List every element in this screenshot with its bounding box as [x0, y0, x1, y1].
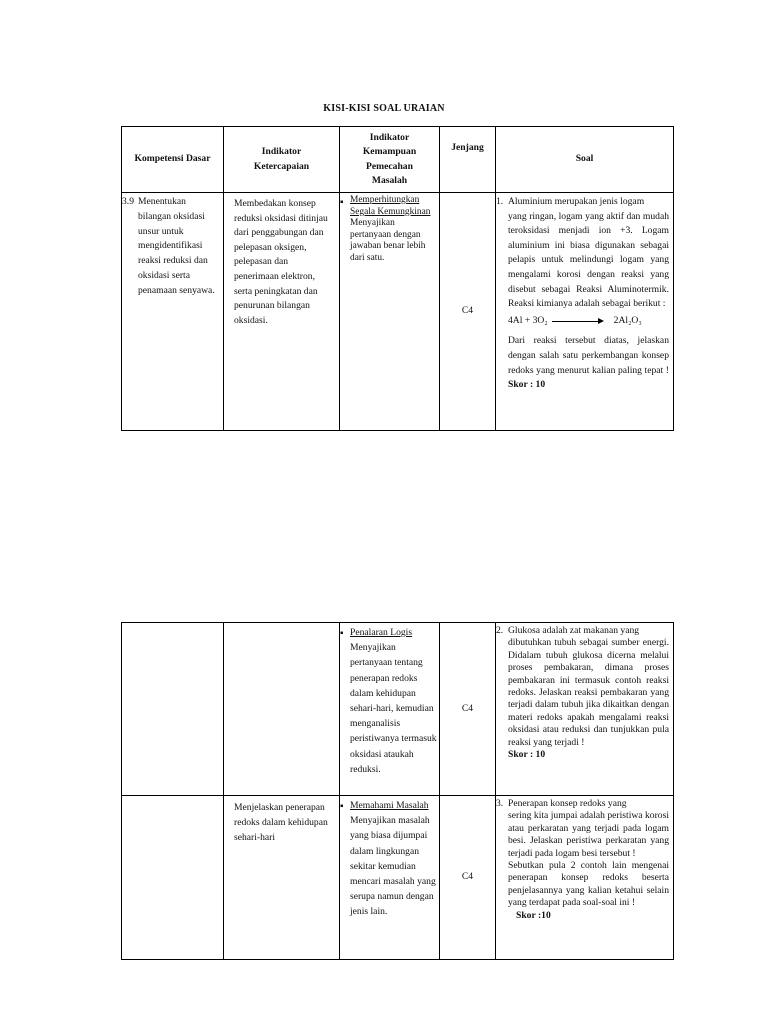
header-kompetensi-dasar: Kompetensi Dasar [122, 127, 224, 193]
arrow-icon [552, 317, 604, 325]
soal-cell: 3. Penerapan konsep redoks yang sering kita jumpai adalah peristiwa korosi atau perkaratan yang terjadi pada logam besi. Jelaskan peristiwa perkaratan yang terjadi pada logam besi tersebut ! Sebutkan pula 2 contoh lain mengenai penerapan konsep redoks beserta penjelasannya yang kalian ketahui selain yang terdapat pada soal-soal ini ! Skor :10 [496, 796, 674, 960]
jenjang-cell: C4 [440, 796, 496, 960]
ikpm-cell [340, 623, 440, 796]
soal-cell: 1. Aluminium merupakan jenis logam yang ringan, logam yang aktif dan mudah teroksidasi menjadi ion +3. Logam aluminium ini biasa digunakan sebagai pelapis untuk melindungi logam yang mengalami korosi dengan reaksi yang disebut sebagai Reaksi Aluminotermik. Reaksi kimianya adalah sebagai berikut : 4Al + 3O₂ 2Al₂O₃ Dari reaksi tersebut diatas, jelaskan dengan salah satu perkembangan konsep redoks yang menurut kalian paling tepat ! Skor : 10 [496, 193, 674, 431]
kisi-kisi-table-2 [121, 622, 674, 960]
ikpm-desc: Menyajikan pertanyaan dengan jawaban benar lebih dari satu. [350, 218, 426, 263]
header-jenjang: Jenjang [440, 127, 496, 193]
indikator-cell: Membedakan konsep reduksi oksidasi ditinjau dari penggabungan dan pelepasan oksigen, pelepasan dan penerimaan elektron, serta peningkatan dan penurunan bilangan oksidasi. [224, 193, 340, 431]
skor-label: Skor : 10 [508, 379, 546, 391]
indikator-cell [224, 623, 340, 796]
header-indikator-ketercapaian: Indikator Ketercapaian [224, 127, 340, 193]
ikpm-cell [340, 796, 440, 960]
header-row [122, 127, 674, 193]
ikpm-desc: Menyajikan pertanyaan tentang penerapan redoks dalam kehidupan sehari-hari, kemudian menganalisis peristiwanya termasuk oksidasi ataukah reduksi. [350, 642, 437, 775]
kompetensi-cell: 3.9 Menentukan bilangan oksidasi unsur untuk mengidentifikasi reaksi reduksi dan oksidasi serta penamaan senyawa. [122, 193, 224, 431]
skor-label: Skor : 10 [508, 749, 546, 761]
jenjang-cell: C4 [440, 623, 496, 796]
bullet-icon: ▪ [340, 628, 344, 639]
ikpm-title: Memahami Masalah [350, 800, 429, 811]
table-row [122, 193, 674, 431]
table-row [122, 623, 674, 796]
skor-label: Skor :10 [516, 909, 551, 921]
kompetensi-cell [122, 623, 224, 796]
soal-cell: 2. Glukosa adalah zat makanan yang dibutuhkan tubuh sebagai sumber energi. Didalam tubuh glukosa dicerna melalui proses pembakaran, dimana proses pembakaran ini termasuk contoh reaksi redoks. Jelaskan reaksi pembakaran yang terjadi dalam tubuh jika dikaitkan dengan materi redoks apakah mengalami reaksi oksidasi atau reduksi dan tunjukkan pula reaksi yang terjadi ! Skor : 10 [496, 623, 674, 796]
ikpm-title: Penalaran Logis [350, 627, 413, 638]
ikpm-title: Memperhitungkan Segala Kemungkinan [350, 195, 431, 217]
bullet-icon: ▪ [340, 801, 344, 812]
ikpm-desc: Menyajikan masalah yang biasa dijumpai dalam lingkungan sekitar kemudian mencari masalah yang serupa namun dengan jenis lain. [350, 815, 436, 918]
table-row [122, 796, 674, 960]
indikator-cell: Menjelaskan penerapan redoks dalam kehidupan sehari-hari [224, 796, 340, 960]
bullet-icon: ▪ [340, 197, 344, 208]
reaction-equation: 4Al + 3O₂ 2Al₂O₃ [508, 314, 642, 326]
kompetensi-cell [122, 796, 224, 960]
kisi-kisi-table-1 [121, 126, 674, 431]
header-soal: Soal [496, 127, 674, 193]
page-title: KISI-KISI SOAL URAIAN [323, 103, 445, 114]
ikpm-cell [340, 193, 440, 431]
header-indikator-kemampuan: Indikator Kemampuan Pemecahan Masalah [340, 127, 440, 193]
jenjang-cell: C4 [440, 193, 496, 431]
